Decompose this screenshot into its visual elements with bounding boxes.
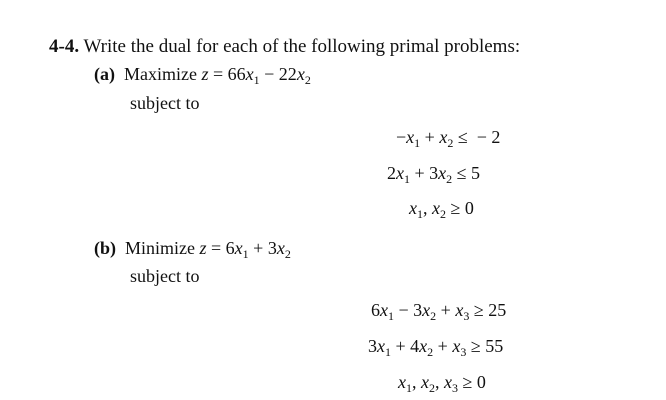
part-b-constraint-2: $3x_1 + 4x_2 + x_3 \ge 55$ bbox=[368, 336, 504, 359]
part-a-objective-line bbox=[94, 64, 311, 85]
part-b-constraint-3: $x_1$, $x_2$, $x_3 \ge 0$ bbox=[398, 372, 486, 395]
problem-number: 4-4. bbox=[49, 36, 80, 57]
part-a-subject-to: subject to bbox=[130, 93, 200, 113]
part-a-constraint-2: $2x_1 + 3x_2 \le 5$ bbox=[387, 163, 481, 186]
part-b-label: (b) bbox=[94, 238, 116, 258]
part-a-constraint-3: $x_1$, $x_2 \ge 0$ bbox=[409, 198, 474, 221]
part-b-objective-line bbox=[94, 238, 291, 259]
problem-title: Write the dual for each of the following primal problems: bbox=[83, 36, 521, 57]
part-a-label: (a) bbox=[94, 64, 115, 84]
part-a-constraint-1: $-x_1 + x_2$ ≤ − 2 bbox=[396, 127, 501, 150]
part-a-objective: $z = 66x_1 - 22x_2$ bbox=[201, 64, 311, 87]
part-b-constraint-1: $6x_1 - 3x_2 + x_3 \ge 25$ bbox=[371, 300, 507, 323]
part-b-objective-word: Minimize bbox=[125, 238, 195, 258]
part-a-objective-word: Maximize bbox=[124, 64, 197, 84]
part-b-objective: $z = 6x_1 + 3x_2$ bbox=[199, 238, 291, 261]
problem-header bbox=[49, 36, 520, 58]
part-b-subject-to: subject to bbox=[130, 266, 200, 286]
